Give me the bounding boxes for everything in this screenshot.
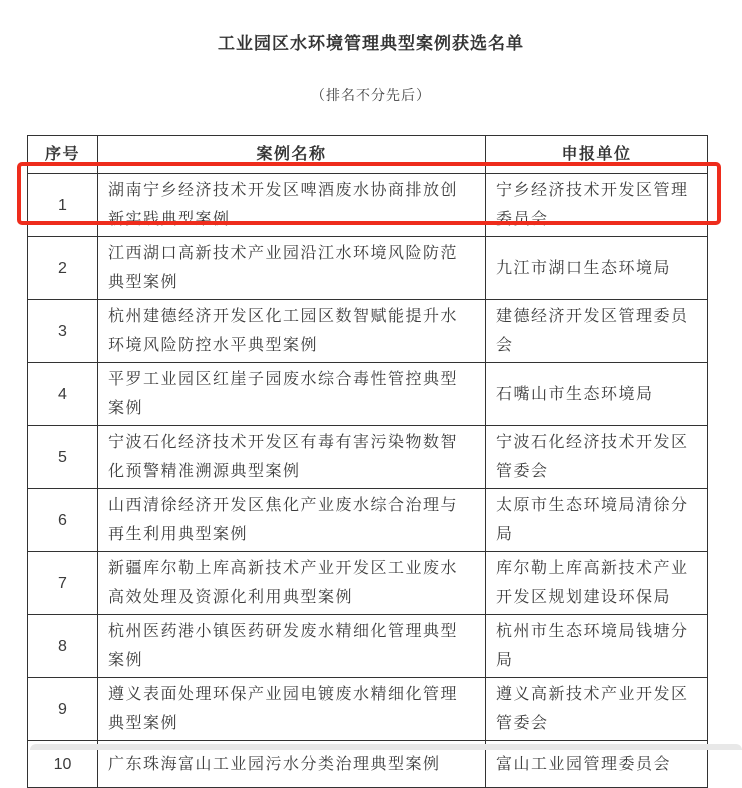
column-header-unit: 申报单位 [486,136,708,174]
cell-no: 6 [28,489,98,552]
page-title: 工业园区水环境管理典型案例获选名单 [218,34,524,53]
cell-unit: 宁波石化经济技术开发区管委会 [486,426,708,489]
cell-case: 宁波石化经济技术开发区有毒有害污染物数智化预警精准溯源典型案例 [98,426,486,489]
cell-unit: 富山工业园管理委员会 [486,741,708,788]
cell-unit: 杭州市生态环境局钱塘分局 [486,615,708,678]
cell-unit: 库尔勒上库高新技术产业开发区规划建设环保局 [486,552,708,615]
cell-unit: 太原市生态环境局清徐分局 [486,489,708,552]
table-row [28,678,708,741]
cell-unit: 石嘴山市生态环境局 [486,363,708,426]
cell-no: 4 [28,363,98,426]
cell-case: 山西清徐经济开发区焦化产业废水综合治理与再生利用典型案例 [98,489,486,552]
cell-unit: 建德经济开发区管理委员会 [486,300,708,363]
cell-no: 1 [28,174,98,237]
case-list-table [27,135,708,788]
table-row [28,363,708,426]
bottom-panel-edge [30,744,742,750]
cell-unit: 宁乡经济技术开发区管理委员会 [486,174,708,237]
cell-case: 江西湖口高新技术产业园沿江水环境风险防范典型案例 [98,237,486,300]
cell-no: 5 [28,426,98,489]
column-header-no: 序号 [28,136,98,174]
cell-no: 3 [28,300,98,363]
table-row [28,237,708,300]
table-row [28,489,708,552]
page-subtitle: （排名不分先后） [311,87,431,103]
cell-case: 杭州建德经济开发区化工园区数智赋能提升水环境风险防控水平典型案例 [98,300,486,363]
table-header-row [28,136,708,174]
cell-no: 2 [28,237,98,300]
cell-unit: 遵义高新技术产业开发区管委会 [486,678,708,741]
cell-no: 8 [28,615,98,678]
table-row [28,426,708,489]
cell-unit: 九江市湖口生态环境局 [486,237,708,300]
cell-case: 湖南宁乡经济技术开发区啤酒废水协商排放创新实践典型案例 [98,174,486,237]
table-row [28,615,708,678]
table-row [28,552,708,615]
cell-case: 遵义表面处理环保产业园电镀废水精细化管理典型案例 [98,678,486,741]
cell-case: 平罗工业园区红崖子园废水综合毒性管控典型案例 [98,363,486,426]
cell-case: 杭州医药港小镇医药研发废水精细化管理典型案例 [98,615,486,678]
cell-no: 7 [28,552,98,615]
cell-case: 新疆库尔勒上库高新技术产业开发区工业废水高效处理及资源化利用典型案例 [98,552,486,615]
table-row [28,300,708,363]
cell-case: 广东珠海富山工业园污水分类治理典型案例 [98,741,486,788]
table-row [28,174,708,237]
cell-no: 9 [28,678,98,741]
column-header-case: 案例名称 [98,136,486,174]
cell-no: 10 [28,741,98,788]
